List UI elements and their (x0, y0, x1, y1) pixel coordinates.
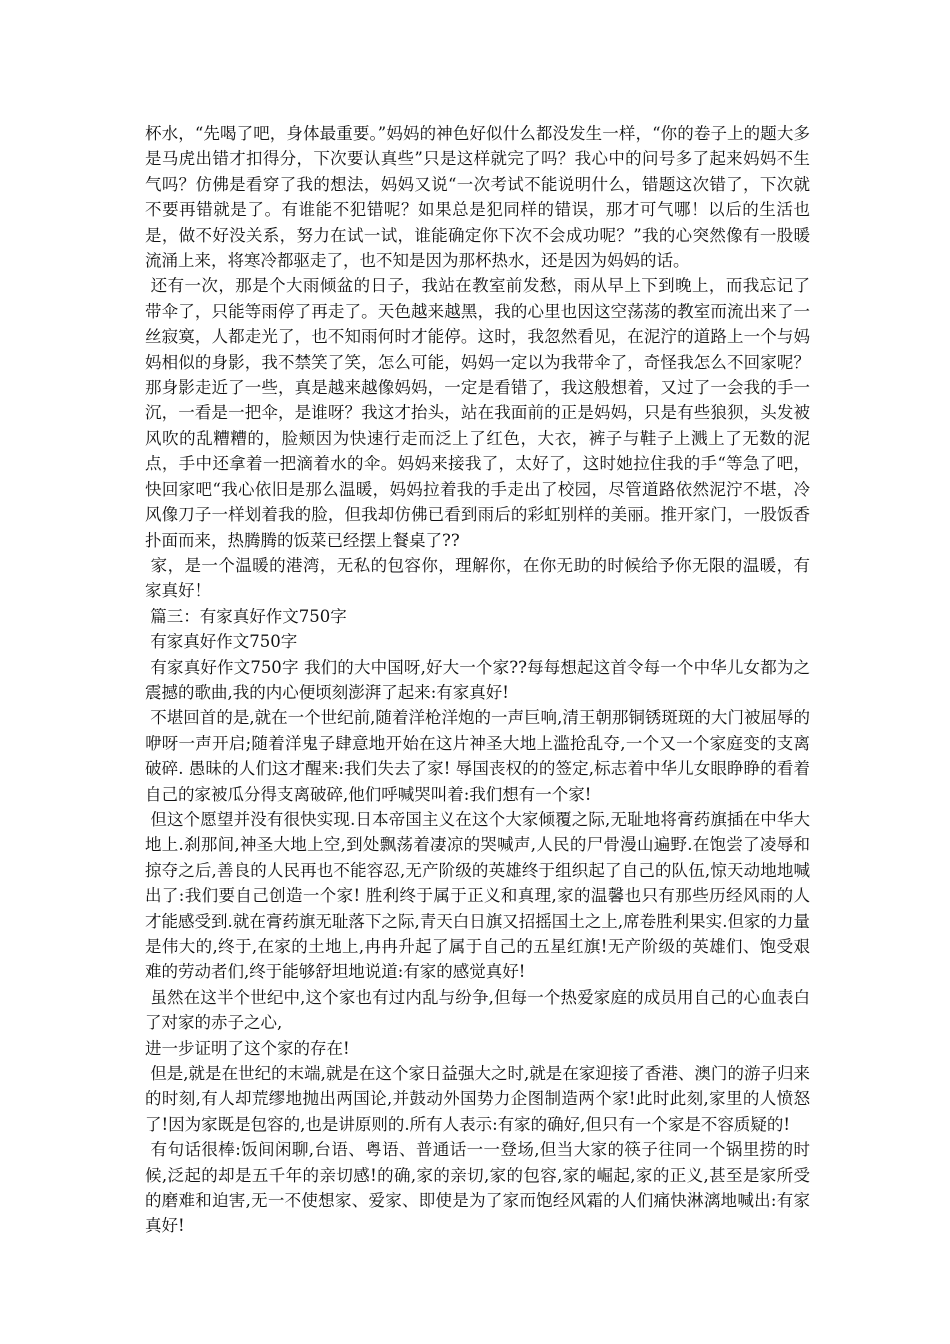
paragraph-rainy-day: 还有一次，那是个大雨倾盆的日子，我站在教室前发愁，雨从早上下到晚上，而我忘记了带伞了，只能等雨停了再走了。天色越来越黑，我的心里也因这空荡荡的教室而流出来了一丝寂寞，人都走光了，也不知雨何时才能停。这时，我忽然看见，在泥泞的道路上一个与妈妈相似的身影，我不禁笑了笑，怎么可能，妈妈一定以为我带伞了，奇怪我怎么不回家呢？那身影走近了一些，真是越来越像妈妈，一定是看错了，我这般想着，又过了一会我的手一沉，一看是一把伞，是谁呀？我这才抬头，站在我面前的正是妈妈，只是有些狼狈，头发被风吹的乱糟糟的，脸颊因为快速行走而泛上了红色，大衣，裤子与鞋子上溅上了无数的泥点，手中还拿着一把滴着水的伞。妈妈来接我了，太好了，这时她拉住我的手“等急了吧，快回家吧“我心依旧是那么温暖，妈妈拉着我的手走出了校园，尽管道路依然泥泞不堪，冷风像刀子一样划着我的脸，但我却仿佛已看到雨后的彩虹别样的美丽。推开家门，一股饭香扑面而来，热腾腾的饭菜已经摆上餐桌了?? (145, 276, 811, 550)
paragraph-proof: 进一步证明了这个家的存在! (145, 1038, 350, 1058)
paragraph-intro: 杯水，“先喝了吧，身体最重要。”妈妈的神色好似什么都没发生一样，“你的卷子上的题大多是马虎出错才扣得分，下次要认真些”只是这样就完了吗？我心中的问号多了起来妈妈不生气吗？仿佛是看穿了我的想法，妈妈又说“一次考试不能说明什么，错题这次错了，下次就不要再错就是了。有谁能不犯错呢？如果总是犯同样的错误，那才可气哪！以后的生活也是，做不好没关系，努力在试一试，谁能确定你下次不会成功呢？”我的心突然像有一股暖流涌上来，将寒冷都驱走了，也不知是因为那杯热水，还是因为妈妈的话。 (145, 124, 810, 271)
paragraph-closing: 有句话很棒:饭间闲聊,台语、粤语、普通话一一登场,但当大家的筷子往同一个锅里捞的时候,泛起的却是五千年的亲切感!的确,家的亲切,家的包容,家的崛起,家的正义,甚至是家所受的磨难和迫害,无一不使想家、爱家、即使是为了家而饱经风霜的人们痛快淋漓地喊出:有家真好! (145, 1140, 810, 1236)
paragraph-half-century: 虽然在这半个世纪中,这个家也有过内乱与纷争,但每一个热爱家庭的成员用自己的心血表白了对家的赤子之心, (145, 987, 810, 1033)
section-heading: 篇三：有家真好作文750字 (145, 606, 347, 626)
paragraph-history: 不堪回首的是,就在一个世纪前,随着洋枪洋炮的一声巨响,清王朝那铜锈斑斑的大门被屈辱的咿呀一声开启;随着洋鬼子肆意地开始在这片神圣大地上滥抢乱夺,一个又一个家庭变的支离破碎. 愚昧的人们这才醒来:我们失去了家! 辱国丧权的的签定,标志着中华儿女眼睁睁的看着自己的家被瓜分得支离破碎,他们呼喊哭叫着:我们想有一个家! (145, 708, 810, 804)
paragraph-warm-harbor: 家，是一个温暖的港湾，无私的包容你，理解你，在你无助的时候给予你无限的温暖，有家真好！ (145, 555, 811, 601)
paragraph-struggle: 但这个愿望并没有很快实现.日本帝国主义在这个大家倾覆之际,无耻地将膏药旗插在中华大地上.刹那间,神圣大地上空,到处飘荡着凄凉的哭喊声,人民的尸骨漫山遍野.在饱尝了凌辱和掠夺之后,善良的人民再也不能容忍,无产阶级的英雄终于组织起了自己的队伍,惊天动地地喊出了:我们要自己创造一个家! 胜利终于属于正义和真理,家的温馨也只有那些历经风雨的人才能感受到.就在膏药旗无耻落下之际,青天白日旗又招摇国土之上,席卷胜利果实.但家的力量是伟大的,终于,在家的土地上,冉冉升起了属于自己的五星红旗!无产阶级的英雄们、饱受艰难的劳动者们,终于能够舒坦地说道:有家的感觉真好! (145, 809, 810, 982)
paragraph-century-end: 但是,就是在世纪的末端,就是在这个家日益强大之时,就是在家迎接了香港、澳门的游子归来的时刻,有人却荒缪地抛出两国论,并鼓动外国势力企图制造两个家!此时此刻,家里的人愤怒了!因为家既是包容的,也是讲原则的.所有人表示:有家的确好,但只有一个家是不容质疑的! (145, 1064, 810, 1134)
paragraph-opening: 有家真好作文750字 我们的大中国呀,好大一个家??每每想起这首令每一个中华儿女都为之震撼的歌曲,我的内心便顷刻澎湃了起来:有家真好! (145, 657, 810, 702)
essay-title: 有家真好作文750字 (145, 632, 298, 652)
document-body (145, 121, 810, 1239)
